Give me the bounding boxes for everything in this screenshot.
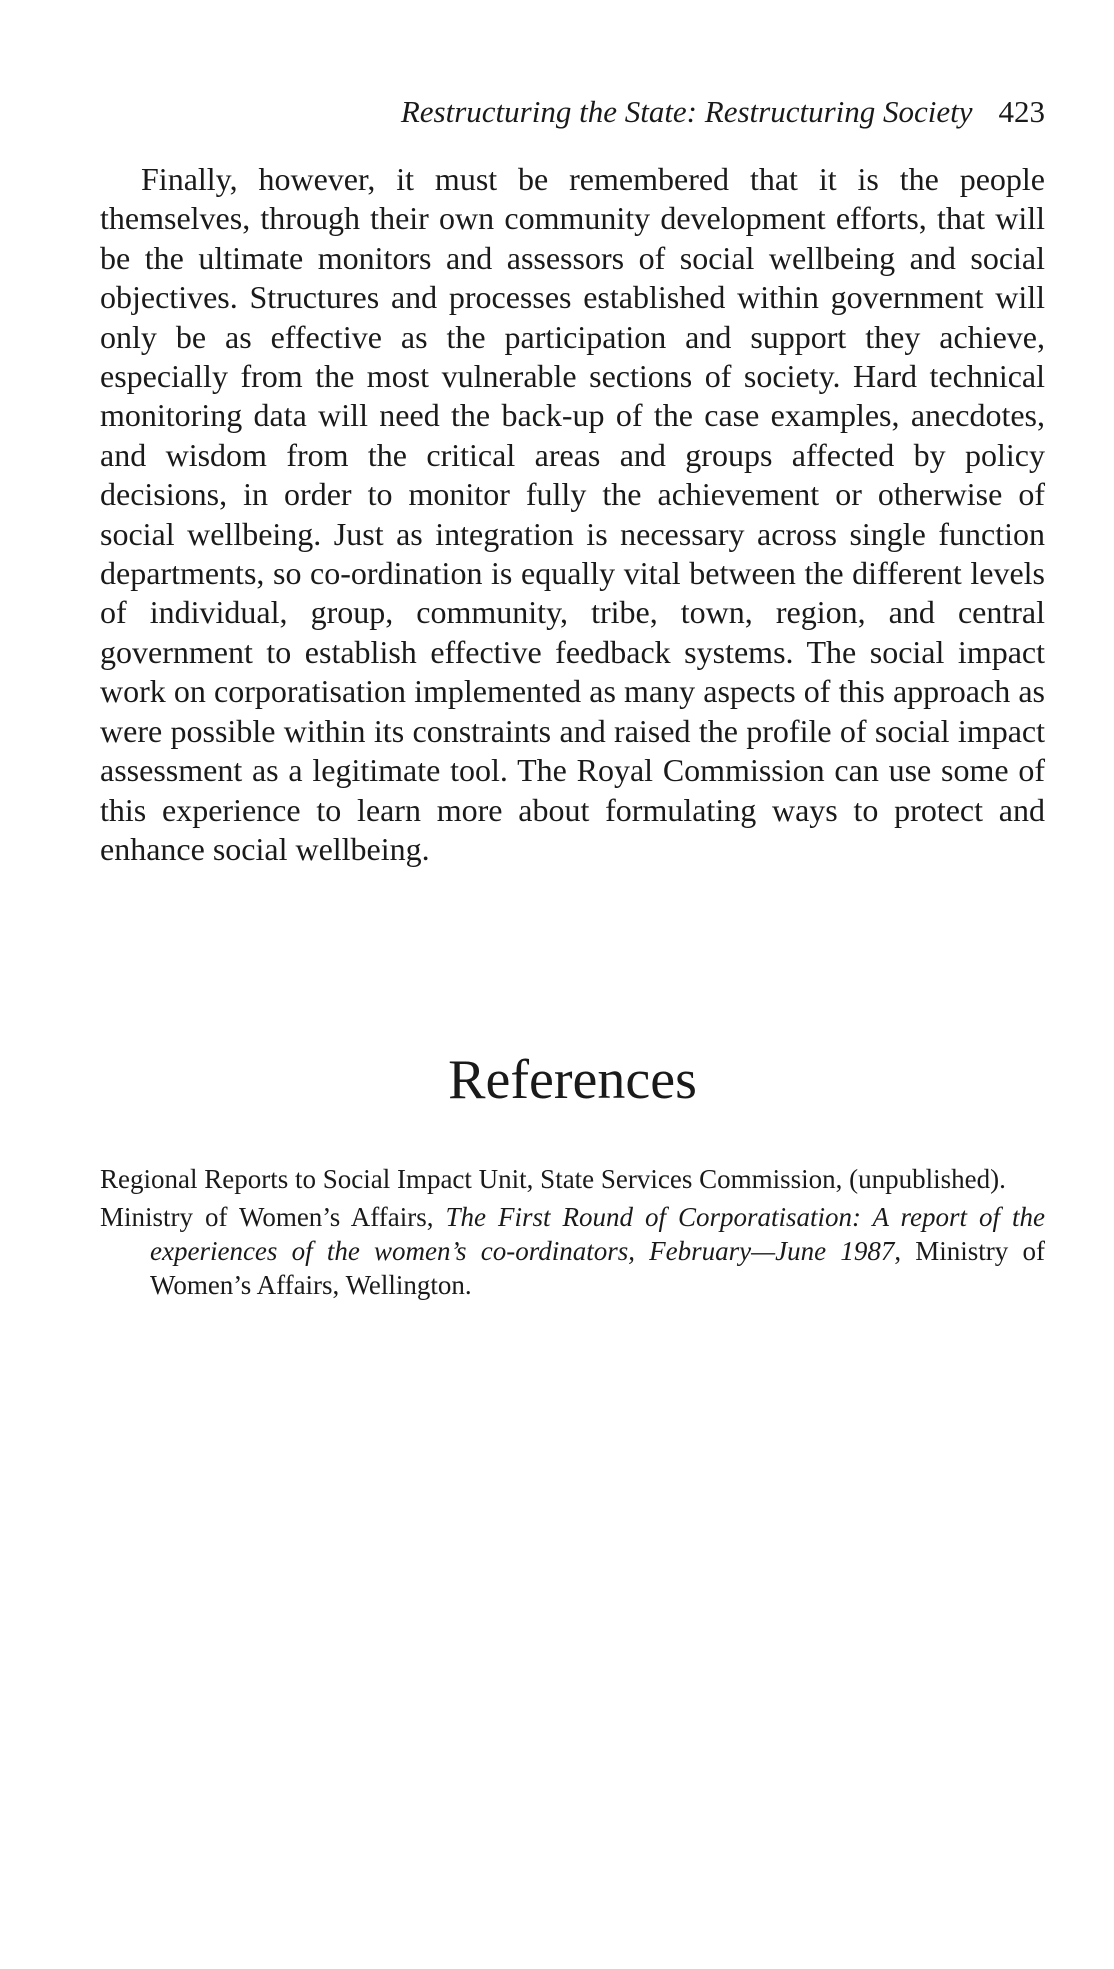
reference-title: The First Round of Corporatisation: A report of the experiences of the women’s co-ordinators, February—June 1987 <box>150 1202 1045 1266</box>
reference-author: Ministry of Women’s Affairs, <box>100 1202 446 1232</box>
reference-publisher: , Ministry of Women’s Affairs, Wellington. <box>150 1236 1045 1300</box>
references-heading: References <box>448 1049 697 1111</box>
reference-list <box>100 1162 1045 1306</box>
running-title: Restructuring the State: Restructuring Society <box>400 94 973 129</box>
running-header <box>100 92 1045 132</box>
body-paragraph: Finally, however, it must be remembered that it is the people themselves, through their own community development efforts, that will be the ultimate monitors and assessors of social wellbeing and social objectives. Structures and processes established within government will only be as effective as the participation and support they achieve, especially from the most vulnerable sections of society. Hard technical monitoring data will need the back-up of the case examples, anecdotes, and wisdom from the critical areas and groups affected by policy decisions, in order to monitor fully the achievement or otherwise of social wellbeing. Just as integration is necessary across single function departments, so co-ordination is equally vital between the different levels of individual, group, community, tribe, town, region, and central government to establish effective feedback systems. The social impact work on corporatisation implemented as many aspects of this approach as were possible within its constraints and raised the profile of social impact assessment as a legitimate tool. The Royal Commission can use some of this experience to learn more about formulating ways to protect and enhance social wellbeing. <box>100 161 1045 867</box>
page-number: 423 <box>998 94 1045 129</box>
reference-entry <box>100 1200 1045 1302</box>
reference-entry <box>100 1162 1045 1196</box>
reference-text: Regional Reports to Social Impact Unit, State Services Commission, (unpublished). <box>100 1164 1006 1194</box>
